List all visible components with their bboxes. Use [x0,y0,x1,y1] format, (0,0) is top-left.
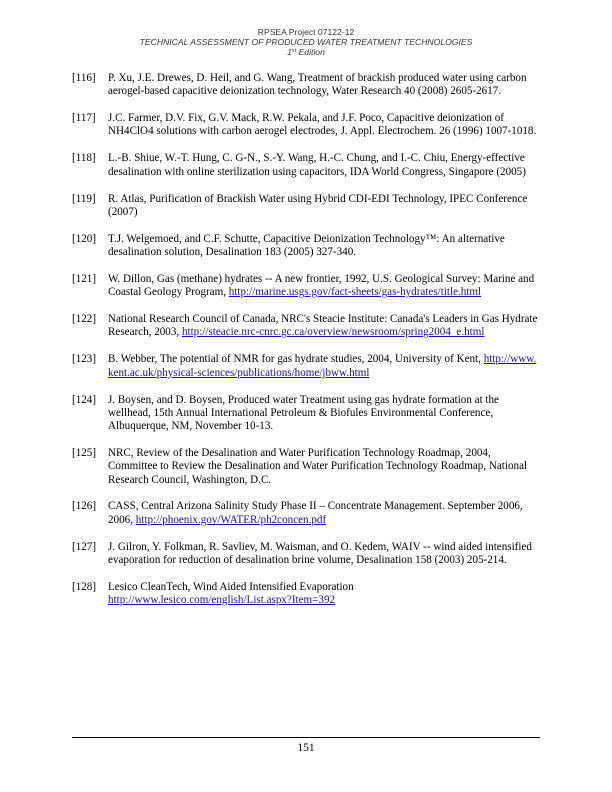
reference-text: J. Gilron, Y. Folkman, R. Savliev, M. Waisman, and O. Kedem, WAIV -- wind aided intensified evaporation for reduction of desalination brine volume, Desalination 158 (2003) 205-214. [108,540,532,566]
reference-item [72,313,540,340]
reference-text: L.-B. Shiue, W.-T. Hung, C. G-N., S.-Y. Wang, H.-C. Chung, and I.-C. Chiu, Energy-effective desalination with online sterilization using capacitors, IDA World Congress, Singapore (2005) [108,152,526,178]
reference-text: CASS, Central Arizona Salinity Study Phase II – Concentrate Management. September 2006, 2006, [108,500,523,526]
reference-number: [119] [72,192,96,205]
reference-number: [116] [72,72,96,84]
reference-item [72,447,540,487]
reference-link[interactable]: http://steacie.nrc-cnrc.gc.ca/overview/newsroom/spring2004_e.html [181,326,485,339]
reference-number: [125] [72,446,97,459]
reference-text: NRC, Review of the Desalination and Water Purification Technology Roadmap, 2004, Committee to Review the Desalination and Water Purification Technology Roadmap, National Research Council, Washington, D.C. [108,446,528,486]
reference-item [72,541,540,568]
edition-superscript: st [291,48,297,54]
reference-link[interactable]: http://www.kent.ac.uk/physical-sciences/publications/home/jbww.html [108,353,537,379]
document-title: TECHNICAL ASSESSMENT OF PRODUCED WATER TREATMENT TECHNOLOGIES [139,37,473,47]
page-number: 151 [297,742,315,754]
reference-number: [120] [72,232,97,245]
reference-text: T.J. Welgemoed, and C.F. Schutte, Capacitive Deionization Technology™: An alternative desalination solution, Desalination 183 (2005) 327-340. [108,232,505,259]
reference-text: W. Dillon, Gas (methane) hydrates -- A new frontier, 1992, U.S. Geological Survey: Marine and Coastal Geology Program, [108,272,535,299]
reference-item [72,500,540,527]
reference-text: Lesico CleanTech, Wind Aided Intensified Evaporation [108,580,354,593]
reference-link[interactable]: http://phoenix.gov/WATER/ph2concen.pdf [135,513,327,526]
reference-link[interactable]: http://marine.usgs.gov/fact-sheets/gas-hydrates/title.html [228,286,482,299]
reference-text: National Research Council of Canada, NRC's Steacie Institute: Canada's Leaders in Gas Hydrate Research, 2003, [108,313,538,339]
reference-text: J.C. Farmer, D.V. Fix, G.V. Mack, R.W. Pekala, and J.F. Poco, Capacitive deionization of NH4ClO4 solutions with carbon aerogel electrodes, J. Appl. Electrochem. 26 (1996) 1007-1018. [108,112,537,138]
reference-item [72,233,540,260]
reference-item [72,152,540,179]
reference-number: [122] [72,313,97,326]
reference-item [72,581,540,608]
reference-link[interactable]: http://www.lesico.com/english/List.aspx?Item=392 [108,594,336,607]
reference-item [72,72,540,99]
reference-text: J. Boysen, and D. Boysen, Produced water Treatment using gas hydrate formation at the wellhead, 15th Annual International Petroleum & Biofules Environmental Conference, Albuquerque, NM, November 10-13. [108,393,499,433]
footer-divider [72,737,540,738]
reference-number: [117] [72,112,96,125]
reference-item [72,394,540,434]
reference-number: [124] [72,393,97,406]
reference-number: [127] [72,540,97,553]
reference-text: R. Atlas, Purification of Brackish Water using Hybrid CDI-EDI Technology, IPEC Conference (2007) [108,192,528,218]
edition-word: Edition [298,47,325,57]
reference-number: [128] [72,580,97,593]
reference-number: [126] [72,500,97,513]
reference-number: [118] [72,152,96,165]
reference-item [72,193,540,220]
reference-item [72,112,540,139]
reference-item [72,273,540,300]
edition-number: 1 [287,47,292,57]
reference-number: [123] [72,353,97,366]
reference-item [72,353,540,380]
reference-text: B. Webber, The potential of NMR for gas hydrate studies, 2004, University of Kent, [108,353,484,366]
edition-line [0,47,612,57]
project-line: RPSEA Project 07122-12 [257,27,355,37]
reference-text: P. Xu, J.E. Drewes, D. Heil, and G. Wang, Treatment of brackish produced water using carbon aerogel-based capacitive deionization technology, Water Research 40 (2008) 2605-2617. [108,72,527,98]
page-header [0,27,612,57]
reference-number: [121] [72,272,97,285]
reference-list [72,72,540,621]
